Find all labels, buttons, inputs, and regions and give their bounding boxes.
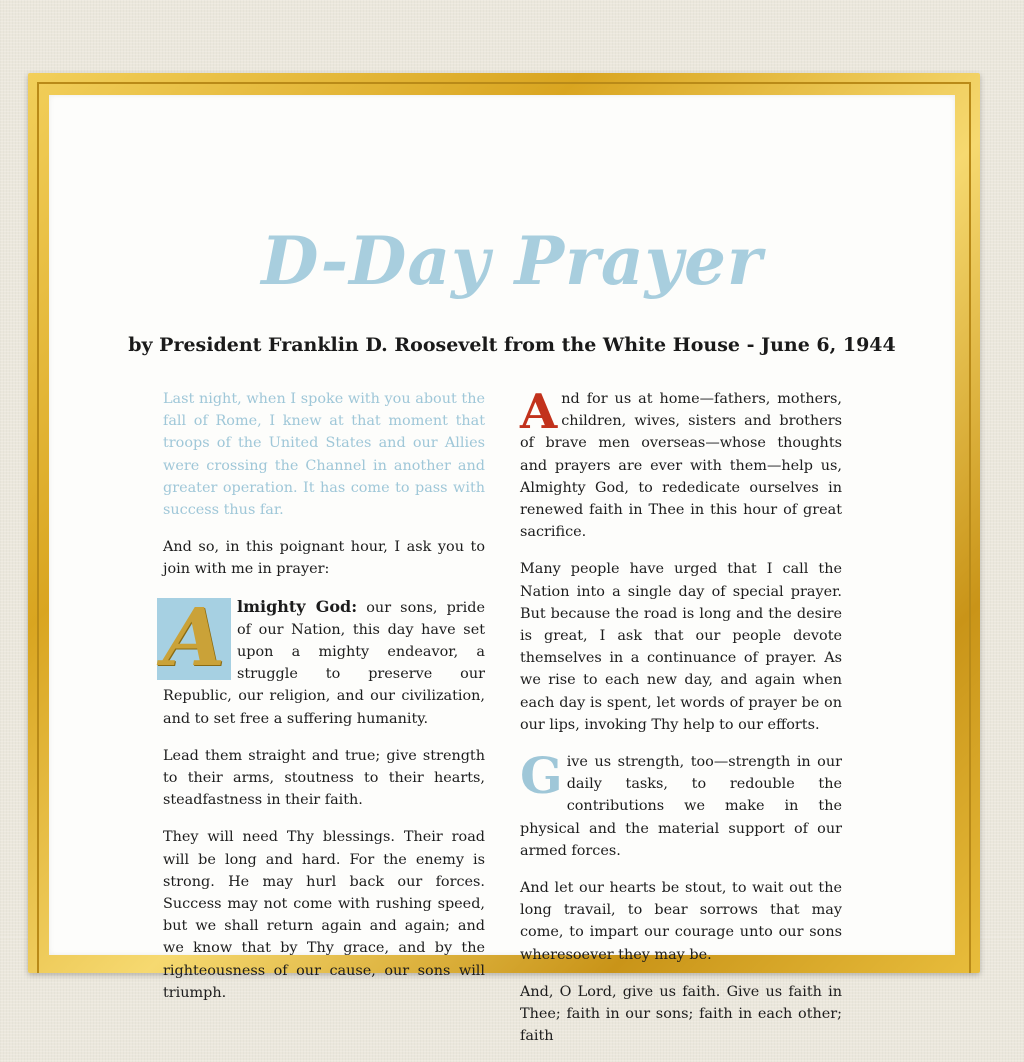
document-title: D-Day Prayer <box>261 222 763 300</box>
blessings-paragraph: They will need Thy blessings. Their road will be long and hard. For the enemy is strong. He may hurl back our forces. Success may not come with rushing speed, but we shall return again and again; and we know that by Thy grace, and by the righteousness of our cause, our sons will triumph. <box>163 829 485 1001</box>
home-front-paragraph <box>520 384 842 543</box>
invocation-text: our sons, pride of our Nation, this day have set upon a mighty endeavor, a struggle to preserve our Republic, our religion, and our civilization, and to set free a suffering humanity. <box>163 599 486 727</box>
strength-text: ive us strength, too—strength in our daily tasks, to redouble the contributions we make in the physical and the material support of our armed forces. <box>520 754 842 859</box>
left-column <box>163 388 485 1019</box>
faith-paragraph: And, O Lord, give us faith. Give us faith in Thee; faith in our sons; faith in each other; faith <box>520 983 842 1045</box>
illuminated-initial: A <box>157 598 231 680</box>
blue-initial: G <box>520 746 563 806</box>
document-subtitle: by President Franklin D. Roosevelt from the White House - June 6, 1944 <box>128 334 896 356</box>
invocation-lead: lmighty God: <box>237 596 358 616</box>
day-of-prayer-paragraph: Many people have urged that I call the Nation into a single day of special prayer. But because the road is long and the desire is great, I ask that our people devote themselves in a continuance of prayer. As we rise to each new day, and again when each day is spent, let words of prayer be on our lips, invoking Thy help to our efforts. <box>520 561 842 733</box>
invitation-paragraph: And so, in this poignant hour, I ask you to join with me in prayer: <box>163 539 485 578</box>
hearts-stout-paragraph: And let our hearts be stout, to wait out the long travail, to bear sorrows that may come, to impart our courage unto our sons wheresoever they may be. <box>520 880 842 963</box>
lead-them-paragraph: Lead them straight and true; give strength to their arms, stoutness to their hearts, steadfastness in their faith. <box>163 747 485 809</box>
right-column <box>520 384 842 1062</box>
home-front-text: nd for us at home—fathers, mothers, children, wives, sisters and brothers of brave men overseas—whose thoughts and prayers are ever with them—help us, Almighty God, to rededicate ourselves in renewed faith in Thee in this hour of great sacrifice. <box>520 391 842 541</box>
intro-paragraph: Last night, when I spoke with you about the fall of Rome, I knew at that moment that troops of the United States and our Allies were crossing the Channel in another and greater operation. It has come to pass with success thus far. <box>163 391 485 519</box>
almighty-god-paragraph <box>162 589 486 730</box>
strength-paragraph <box>520 746 842 862</box>
red-initial: A <box>520 384 558 440</box>
